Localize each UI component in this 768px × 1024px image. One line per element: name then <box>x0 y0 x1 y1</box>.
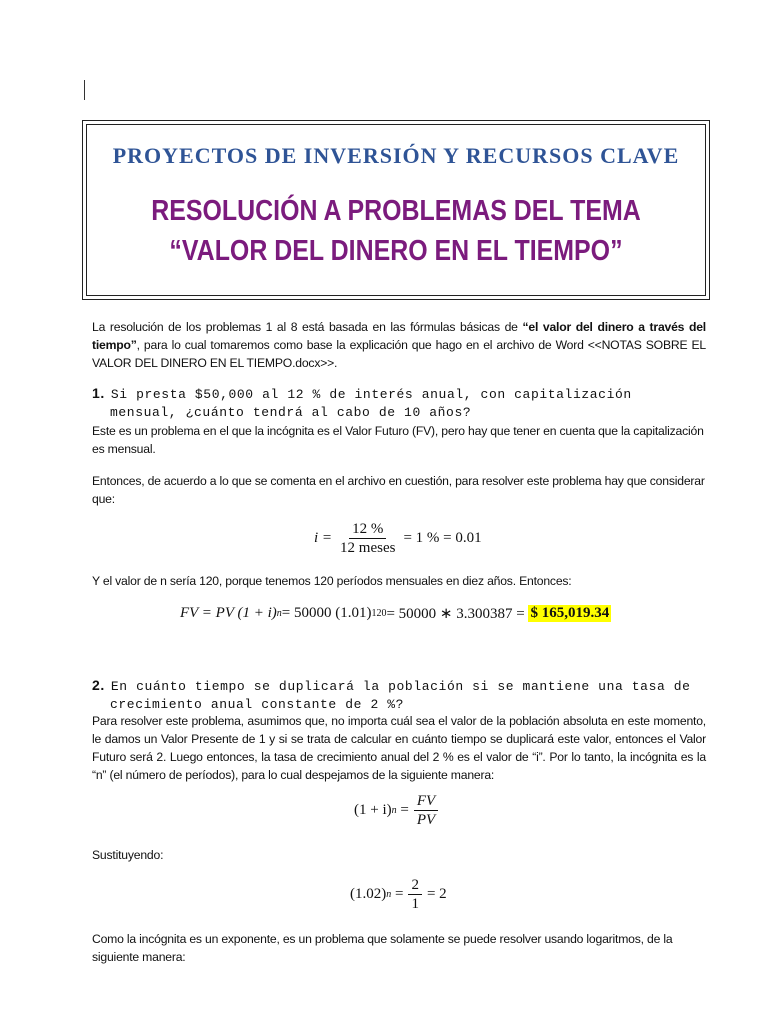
title-box <box>82 120 710 300</box>
problem-1-paragraph-1: Este es un problema en el que la incógnita es el Valor Futuro (FV), pero hay que tener en cuenta que la capitalización es mensual. <box>92 424 704 456</box>
problem-2-statement: 2. En cuánto tiempo se duplicará la población si se mantiene una tasa de crecimiento anual constante de 2 %? <box>92 677 691 712</box>
problem-1-paragraph-3: Y el valor de n sería 120, porque tenemos 120 períodos mensuales en diez años. Entonces: <box>92 574 572 588</box>
document-title-line1: RESOLUCIÓN A PROBLEMAS DEL TEMA <box>151 195 641 227</box>
intro-paragraph: La resolución de los problemas 1 al 8 está basada en las fórmulas básicas de “el valor del dinero a través del tiempo”, para lo cual tomaremos como base la explicación que hago en el archivo de Word <<NOTAS SOBRE EL VALOR DEL DINERO EN EL TIEMPO.docx>>. <box>92 320 706 370</box>
text-cursor <box>84 80 85 100</box>
problem-1-number: 1. <box>92 385 105 401</box>
problem-2-number: 2. <box>92 677 105 693</box>
document-title-line2: “VALOR DEL DINERO EN EL TIEMPO” <box>169 235 623 267</box>
formula-growth-equation: (1 + i) n = $\frac{FV}{PV}$ <box>354 792 443 829</box>
intro-bold-phrase: “el valor del dinero a través del tiempo” <box>92 320 706 352</box>
problem-2-paragraph-1: Para resolver este problema, asumimos que, no importa cuál sea el valor de la población absoluta en este momento, le damos un Valor Presente de 1 y si se trata de calcular en cuánto tiempo se duplicará este valor, entonces el Valor Futuro será 2. Luego entonces, la tasa de crecimiento anual del 2 % es el valor de “i”. Por lo tanto, la incógnita es la “n” (el número de períodos), para lo cual despejamos de la siguiente manera: <box>92 714 706 782</box>
course-title: PROYECTOS DE INVERSIÓN Y RECURSOS CLAVE <box>112 143 680 168</box>
formula-future-value: FV = PV (1 + i) n = 50000 (1.01) 120 = 50000 ∗ 3.300387 = $ 165,019.34 <box>180 605 610 622</box>
problem-1-statement: 1. Si presta $50,000 al 12 % de interés anual, con capitalización mensual, ¿cuánto tendrá al cabo de 10 años? <box>92 385 632 420</box>
problem-1-paragraph-2: Entonces, de acuerdo a lo que se comenta en el archivo en cuestión, para resolver este problema hay que considerar que: <box>92 474 705 506</box>
substituting-label: Sustituyendo: <box>92 848 164 862</box>
formula-interest-rate: i = $\frac{12 \%}{\text{12 meses}}$ = 1 % = 0.01 <box>314 521 482 556</box>
formula-substitution: (1.02) n = $\frac{2}{1}$ = 2 <box>350 877 447 912</box>
problem-2-paragraph-2: Como la incógnita es un exponente, es un problema que solamente se puede resolver usando logaritmos, de la siguiente manera: <box>92 932 673 964</box>
future-value-result: $ 165,019.34 <box>530 605 610 621</box>
